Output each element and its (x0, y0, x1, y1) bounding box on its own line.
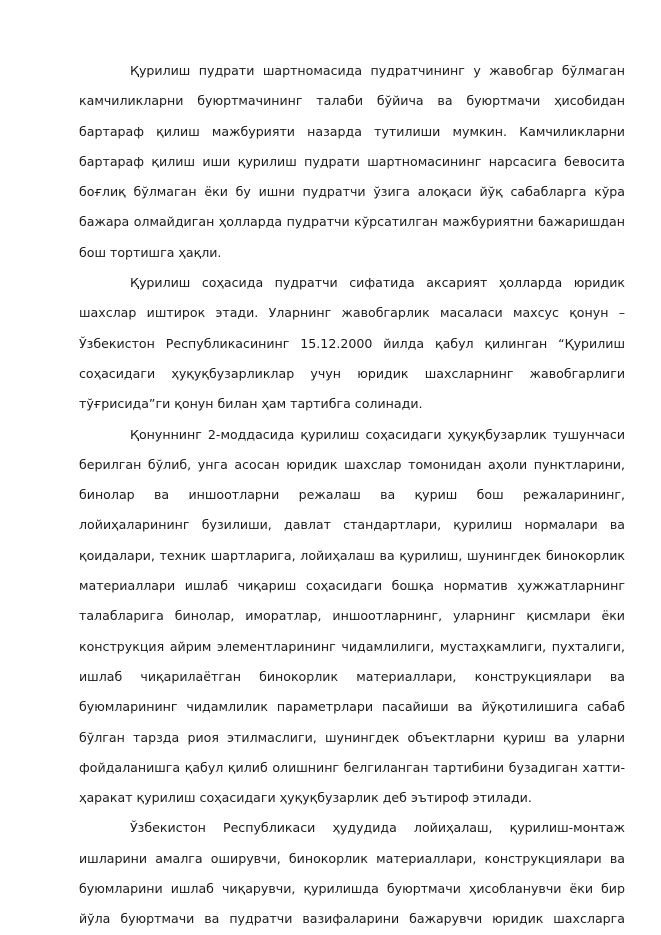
paragraph-uzbekistan-territory: Ўзбекистон Республикаси ҳудудида лойиҳалаш, қурилиш-монтаж ишларини амалга оширувчи, бинокорлик материаллари, конструкциялари ва буюмларини ишлаб чиқарувчи, қурилишда буюртмачи ҳисобланувчи ёки бир йўла буюртмачи ва пудратчи вазифаларини бажарувчи юридик шахсларга (79, 820, 625, 927)
paragraph-legal-entities: Қурилиш соҳасида пудратчи сифатида аксарият ҳолларда юридик шахслар иштирок этади. Уларнинг жавобгарлик масаласи махсус қонун – Ўзбекистон Республикасининг 15.12.2000 йилда қабул қилинган “Қурилиш соҳасидаги ҳуқуқбузарликлар учун юридик шахсларнинг жавобгарлиги тўғрисида”ги қонун билан ҳам тартибга солинади. (79, 275, 625, 412)
document-page (79, 56, 625, 935)
paragraph-contractor-obligations: Қурилиш пудрати шартномасида пудратчининг у жавобгар бўлмаган камчиликларни буюртмачининг талаби бўйича ва буюртмачи ҳисобидан бартараф қилиш мажбурияти назарда тутилиши мумкин. Камчиликларни бартараф қилиш иши қурилиш пудрати шартномасининг нарсасига бевосита боғлиқ бўлмаган ёки бу ишни пудратчи ўзига алоқаси йўқ сабабларга кўра бажара олмайдиган ҳолларда пудратчи кўрсатилган мажбуриятни бажаришдан бош тортишга ҳақли. (79, 63, 625, 260)
paragraph-law-article-2: Қонуннинг 2-моддасида қурилиш соҳасидаги ҳуқуқбузарлик тушунчаси берилган бўлиб, унга асосан юридик шахслар томонидан аҳоли пунктларини, бинолар ва иншоотларни режалаш ва қуриш бош режаларининг, лойиҳаларининг бузилиши, давлат стандартлари, қурилиш нормалари ва қоидалари, техник шартларига, лойиҳалаш ва қурилиш, шунингдек бинокорлик материаллари ишлаб чиқариш соҳасидаги бошқа норматив ҳужжатларнинг талабларига бинолар, иморатлар, иншоотларнинг, уларнинг қисмлари ёки конструкция айрим элементларининг чидамлилиги, мустаҳкамлиги, пухталиги, ишлаб чиқарилаётган бинокорлик материаллари, конструкциялари ва буюмларининг чидамлилик параметрлари пасайиши ва йўқотилишига сабаб бўлган тарзда риоя этилмаслиги, шунингдек объектларни қуриш ва уларни фойдаланишга қабул қилиб олишнинг белгиланган тартибини бузадиган хатти-ҳаракат қурилиш соҳасидаги ҳуқуқбузарлик деб эътироф этилади. (79, 426, 625, 806)
